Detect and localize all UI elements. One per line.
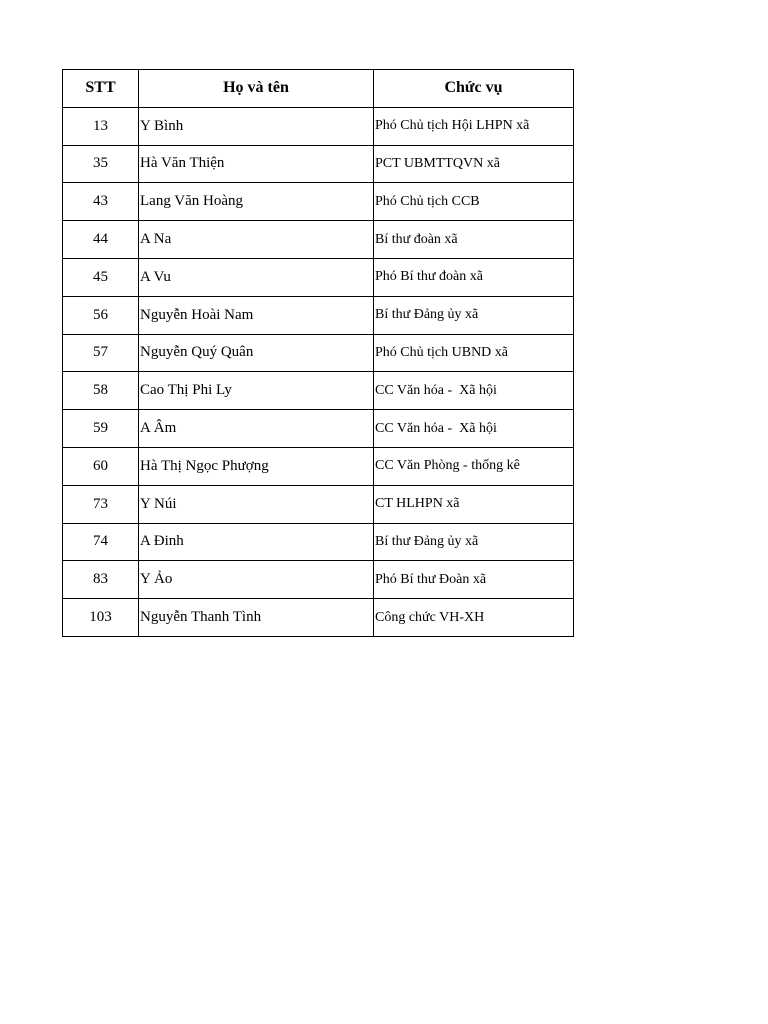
- cell-role: PCT UBMTTQVN xã: [374, 145, 574, 183]
- cell-stt: 60: [63, 447, 139, 485]
- roster-table: [62, 69, 574, 637]
- table-row: [63, 372, 574, 410]
- document-page: [62, 69, 574, 637]
- table-row: [63, 258, 574, 296]
- table-row: [63, 523, 574, 561]
- cell-stt: 13: [63, 107, 139, 145]
- cell-role: Phó Bí thư Đoàn xã: [374, 561, 574, 599]
- cell-role: Phó Chủ tịch CCB: [374, 183, 574, 221]
- cell-stt: 44: [63, 221, 139, 259]
- cell-name: Lang Văn Hoàng: [139, 183, 374, 221]
- cell-name: Cao Thị Phi Ly: [139, 372, 374, 410]
- cell-stt: 56: [63, 296, 139, 334]
- cell-role: Phó Bí thư đoàn xã: [374, 258, 574, 296]
- table-row: [63, 410, 574, 448]
- cell-stt: 58: [63, 372, 139, 410]
- cell-name: A Âm: [139, 410, 374, 448]
- table-row: [63, 145, 574, 183]
- table-row: [63, 296, 574, 334]
- cell-stt: 83: [63, 561, 139, 599]
- table-row: [63, 107, 574, 145]
- cell-stt: 35: [63, 145, 139, 183]
- cell-name: A Đinh: [139, 523, 374, 561]
- cell-role: Phó Chủ tịch Hội LHPN xã: [374, 107, 574, 145]
- cell-name: A Na: [139, 221, 374, 259]
- table-row: [63, 334, 574, 372]
- cell-name: A Vu: [139, 258, 374, 296]
- cell-role: CC Văn hóa - Xã hội: [374, 410, 574, 448]
- cell-role: CT HLHPN xã: [374, 485, 574, 523]
- cell-stt: 57: [63, 334, 139, 372]
- cell-name: Nguyễn Hoài Nam: [139, 296, 374, 334]
- cell-name: Y Núi: [139, 485, 374, 523]
- table-row: [63, 221, 574, 259]
- header-row: [63, 70, 574, 108]
- cell-stt: 59: [63, 410, 139, 448]
- cell-role: Phó Chủ tịch UBND xã: [374, 334, 574, 372]
- table-row: [63, 447, 574, 485]
- cell-stt: 74: [63, 523, 139, 561]
- cell-name: Hà Thị Ngọc Phượng: [139, 447, 374, 485]
- header-role: Chức vụ: [374, 70, 574, 108]
- cell-stt: 43: [63, 183, 139, 221]
- table-row: [63, 561, 574, 599]
- cell-role: CC Văn Phòng - thống kê: [374, 447, 574, 485]
- cell-name: Nguyễn Thanh Tình: [139, 599, 374, 637]
- cell-name: Nguyễn Quý Quân: [139, 334, 374, 372]
- table-row: [63, 485, 574, 523]
- cell-name: Y Ảo: [139, 561, 374, 599]
- cell-role: Bí thư Đảng ủy xã: [374, 523, 574, 561]
- cell-role: CC Văn hóa - Xã hội: [374, 372, 574, 410]
- header-stt: STT: [63, 70, 139, 108]
- cell-name: Hà Văn Thiện: [139, 145, 374, 183]
- cell-role: Bí thư Đảng ủy xã: [374, 296, 574, 334]
- table-row: [63, 599, 574, 637]
- cell-stt: 45: [63, 258, 139, 296]
- table-row: [63, 183, 574, 221]
- cell-stt: 103: [63, 599, 139, 637]
- header-name: Họ và tên: [139, 70, 374, 108]
- cell-stt: 73: [63, 485, 139, 523]
- cell-role: Bí thư đoàn xã: [374, 221, 574, 259]
- cell-name: Y Bình: [139, 107, 374, 145]
- cell-role: Công chức VH-XH: [374, 599, 574, 637]
